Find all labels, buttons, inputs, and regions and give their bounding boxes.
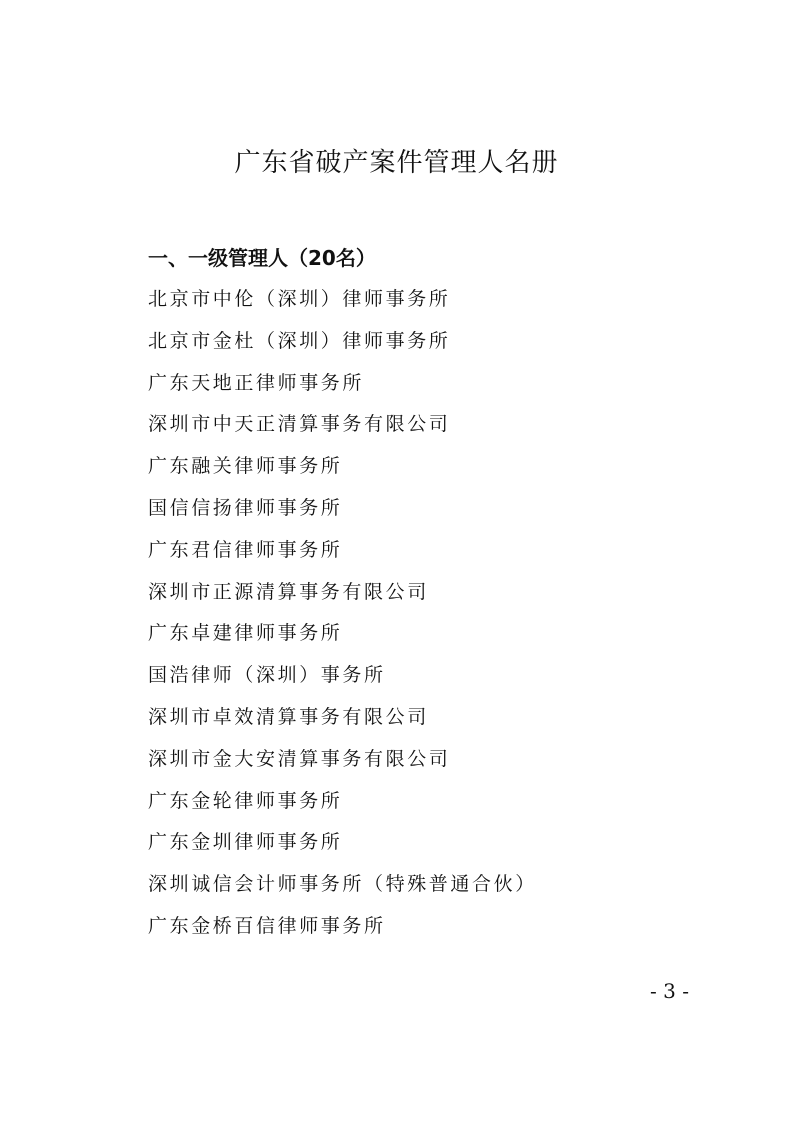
page-title: 广东省破产案件管理人名册 bbox=[234, 148, 559, 178]
list-item: 深圳市正源清算事务有限公司 bbox=[148, 580, 429, 603]
section-heading: 一、一级管理人（20名） bbox=[148, 246, 376, 270]
list-item: 广东融关律师事务所 bbox=[148, 455, 343, 478]
list-item: 深圳市金大安清算事务有限公司 bbox=[148, 747, 451, 770]
list-item: 北京市金杜（深圳）律师事务所 bbox=[148, 329, 451, 352]
list-item: 深圳市卓效清算事务有限公司 bbox=[148, 705, 429, 728]
list-item: 深圳诚信会计师事务所（特殊普通合伙） bbox=[148, 873, 537, 896]
list-item: 深圳市中天正清算事务有限公司 bbox=[148, 413, 451, 436]
list-item: 北京市中伦（深圳）律师事务所 bbox=[148, 288, 451, 310]
manager-list bbox=[148, 284, 537, 953]
list-item: 广东金轮律师事务所 bbox=[148, 789, 343, 812]
list-item: 国浩律师（深圳）事务所 bbox=[148, 664, 386, 687]
list-item: 国信信扬律师事务所 bbox=[148, 496, 343, 519]
list-item: 广东卓建律师事务所 bbox=[148, 622, 343, 645]
list-item: 广东天地正律师事务所 bbox=[148, 371, 365, 394]
page-number: - 3 - bbox=[650, 979, 689, 1003]
list-item: 广东金桥百信律师事务所 bbox=[148, 914, 386, 937]
list-item: 广东金圳律师事务所 bbox=[148, 831, 343, 854]
list-item: 广东君信律师事务所 bbox=[148, 538, 343, 561]
